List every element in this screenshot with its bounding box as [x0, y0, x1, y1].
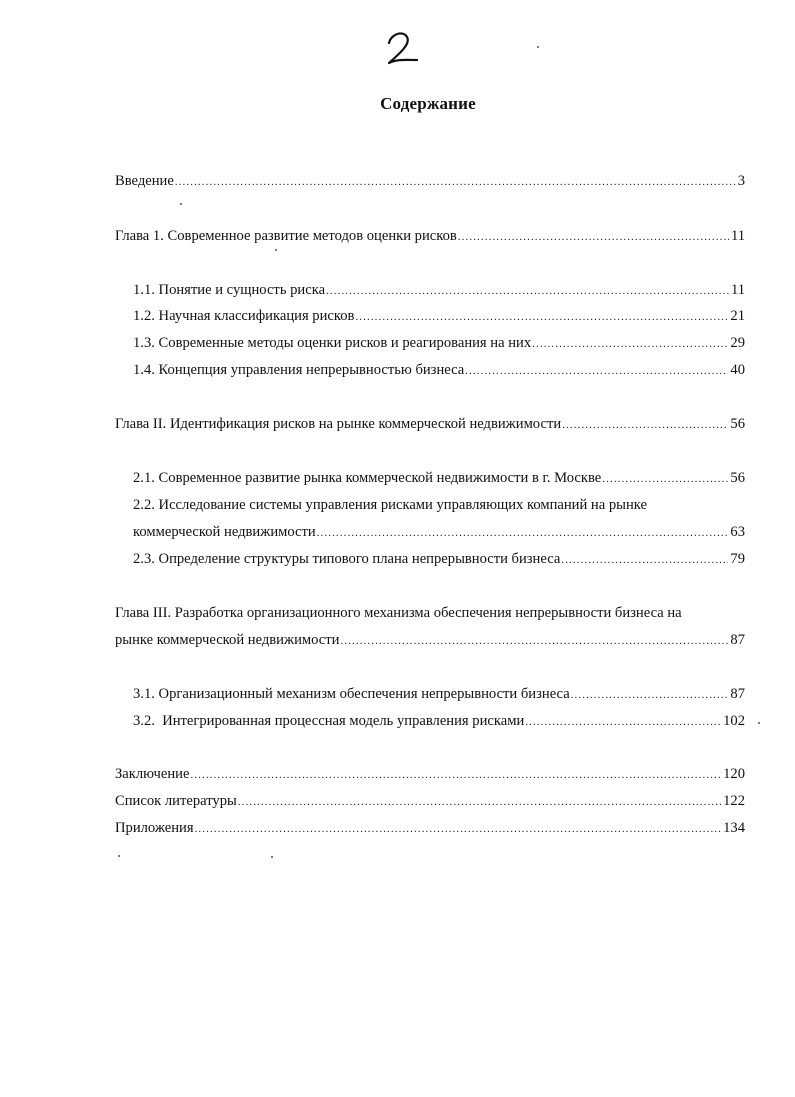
toc-entry-section-2-1: [133, 468, 745, 488]
scan-speck: [758, 722, 760, 724]
toc-label: Приложения: [115, 820, 194, 836]
toc-label: Заключение: [115, 766, 190, 782]
toc-label: 1.2. Научная классификация рисков: [133, 308, 355, 324]
dot-leader: [465, 361, 728, 381]
toc-entry-references: [115, 791, 745, 811]
dot-leader: [195, 819, 722, 839]
dot-leader: [602, 469, 728, 489]
toc-label: 2.3. Определение структуры типового плана непрерывности бизнеса: [133, 551, 561, 567]
toc-page-number: 122: [723, 793, 745, 809]
toc-label: рынке коммерческой недвижимости: [115, 632, 340, 648]
toc-label: Глава II. Идентификация рисков на рынке коммерческой недвижимости: [115, 416, 562, 432]
toc-label: 1.3. Современные методы оценки рисков и реагирования на них: [133, 335, 532, 351]
toc-entry-section-1-1: [133, 280, 745, 300]
toc-page-number: 102: [723, 713, 745, 729]
scan-speck: [118, 855, 120, 857]
dot-leader: [190, 765, 721, 785]
dot-leader: [317, 523, 729, 543]
toc-entry-conclusion: [115, 764, 745, 784]
dot-leader: [238, 792, 721, 812]
toc-page-number: 63: [730, 524, 745, 540]
toc-page-number: 87: [730, 632, 745, 648]
toc-entry-section-1-2: [133, 306, 745, 326]
toc-entry-section-3-2: [133, 711, 745, 731]
toc-entry-section-2-2: [133, 522, 745, 542]
dot-leader: [355, 307, 728, 327]
scan-speck: [271, 856, 273, 858]
toc-page-number: 11: [730, 282, 745, 298]
dot-leader: [571, 685, 729, 705]
toc-entry-section-1-3: [133, 333, 745, 353]
toc-page-number: 56: [730, 470, 745, 486]
toc-page-number: 21: [730, 308, 745, 324]
toc-page-number: 87: [730, 686, 745, 702]
scan-speck: [537, 46, 539, 48]
scan-speck: [180, 203, 182, 205]
dot-leader: [340, 631, 728, 651]
page-title: Содержание: [380, 94, 476, 113]
dot-leader: [175, 172, 736, 192]
toc-label: 1.4. Концепция управления непрерывностью бизнеса: [133, 362, 465, 378]
toc-entry-chapter-1: [115, 226, 745, 246]
toc-page-number: 40: [730, 362, 745, 378]
toc-entry-section-2-3: [133, 549, 745, 569]
toc-entry-chapter-3: [115, 630, 745, 650]
scan-speck: [275, 249, 277, 251]
toc-entry-appendices: [115, 818, 745, 838]
toc-page-number: 134: [723, 820, 745, 836]
toc-label: Введение: [115, 173, 174, 189]
dot-leader: [561, 550, 728, 570]
toc-page-number: 11: [730, 228, 745, 244]
toc-label: 2.1. Современное развитие рынка коммерческой недвижимости в г. Москве: [133, 470, 602, 486]
toc-entry-chapter-3-line-1: Глава III. Разработка организационного механизма обеспечения непрерывности бизнеса на: [115, 605, 682, 621]
toc-entry-section-3-1: [133, 684, 745, 704]
dot-leader: [458, 227, 729, 247]
toc-label: Список литературы: [115, 793, 237, 809]
toc-label: Глава 1. Современное развитие методов оценки рисков: [115, 228, 457, 244]
toc-entry-section-2-2-line-1: 2.2. Исследование системы управления рисками управляющих компаний на рынке: [133, 497, 647, 513]
dot-leader: [525, 712, 721, 732]
toc-label: 3.2. Интегрированная процессная модель управления рисками: [133, 713, 525, 729]
dot-leader: [562, 415, 728, 435]
toc-label: коммерческой недвижимости: [133, 524, 316, 540]
dot-leader: [326, 281, 729, 301]
handwritten-page-number: [383, 26, 423, 70]
dot-leader: [532, 334, 728, 354]
toc-entry-intro: [115, 171, 745, 191]
toc-page-number: 29: [730, 335, 745, 351]
toc-entry-section-1-4: [133, 360, 745, 380]
toc-label: 3.1. Организационный механизм обеспечения непрерывности бизнеса: [133, 686, 570, 702]
toc-page-number: 120: [723, 766, 745, 782]
toc-page-number: 79: [730, 551, 745, 567]
toc-entry-chapter-2: [115, 414, 745, 434]
toc-page-number: 3: [737, 173, 745, 189]
toc-label: 1.1. Понятие и сущность риска: [133, 282, 326, 298]
toc-page-number: 56: [730, 416, 745, 432]
